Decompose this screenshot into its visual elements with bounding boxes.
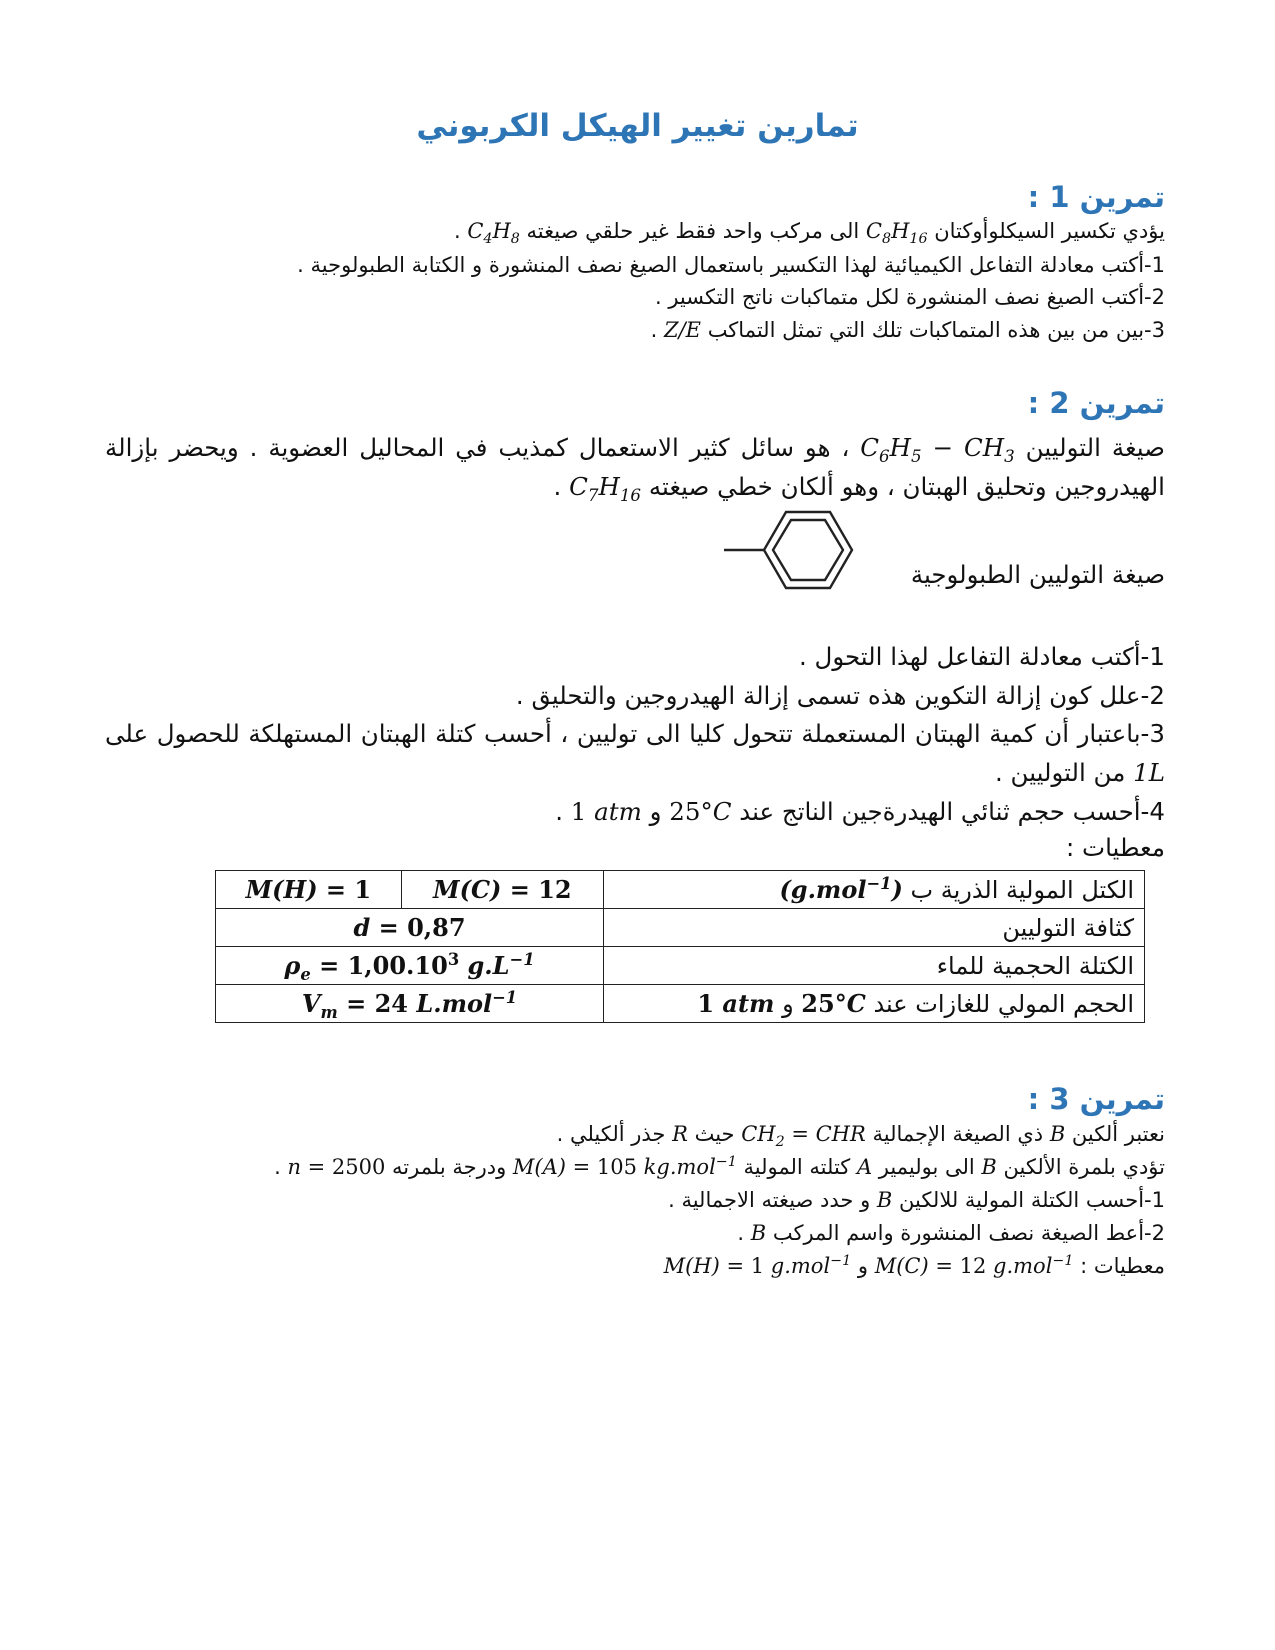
givens-table <box>215 870 1145 1023</box>
table-row <box>216 985 1145 1023</box>
formula-toluene: $C_6H_5 - CH_3$ <box>860 433 1015 466</box>
toluene-structure-label: صيغة التوليين الطبولوجية <box>910 560 1165 589</box>
exercise-1-question-2: 2-أكتب الصيغ نصف المنشورة لكل متماكبات ناتج التكسير . <box>654 285 1165 309</box>
exercise-2-heading: تمرين 2 : <box>1027 386 1165 420</box>
exercise-3-line-1: نعتبر ألكين B ذي الصيغة الإجمالية $CH_2$ = CHR حيث R جذر ألكيلي . <box>556 1122 1165 1151</box>
exercise-2-question-2: 2-علل كون إزالة التكوين هذه تسمى إزالة الهيدروجين والتحليق . <box>515 681 1165 710</box>
exercise-3-givens: معطيات : M(C) = 12 g.mol$^{-1}$ و M(H) = 1 g.mol$^{-1}$ <box>663 1253 1165 1278</box>
exercise-3-heading: تمرين 3 : <box>1027 1082 1165 1116</box>
exercise-1-question-1: 1-أكتب معادلة التفاعل الكيميائية لهذا التكسير باستعمال الصيغ نصف المنشورة و الكتابة الطبولوجية . <box>297 253 1165 277</box>
water-density-label: الكتلة الحجمية للماء <box>604 947 1145 985</box>
formula-heptane: $C_7H_{16}$ <box>569 472 642 505</box>
exercise-2-givens-label: معطيات : <box>1065 833 1165 862</box>
degree-of-polymerization: n = 2500 <box>287 1155 386 1179</box>
pressure-1atm: 1 atm <box>570 797 642 826</box>
molar-mass-h-given: M(H) = 1 g.mol$^{-1}$ <box>663 1253 852 1278</box>
molar-mass-polymer: M(A) = 105 kg.mol$^{-1}$ <box>512 1154 737 1179</box>
unit-g-mol: (g.mol$^{-1}$) <box>779 874 903 904</box>
formula-c4h8: $C_4H_8$ <box>467 219 520 248</box>
molar-mass-hydrogen: M(H) = 1 <box>216 871 402 909</box>
page-title: تمارين تغيير الهيكل الكربوني <box>416 108 859 144</box>
formula-ze: Z/E <box>664 318 702 342</box>
table-row <box>216 909 1145 947</box>
molar-mass-c-given: M(C) = 12 g.mol$^{-1}$ <box>874 1253 1074 1278</box>
toluene-density-value: d = 0,87 <box>216 909 604 947</box>
exercise-1-line-1: يؤدي تكسير السيكلوأوكتان $C_8H_{16}$ الى مركب واحد فقط غير حلقي صيغته $C_4H_8$ . <box>453 219 1165 248</box>
temperature-25c: 25°C <box>669 797 732 826</box>
exercise-1-heading: تمرين 1 : <box>1027 180 1165 214</box>
molar-mass-label: الكتل المولية الذرية ب (g.mol$^{-1}$) <box>604 871 1145 909</box>
exercise-2-question-4: 4-أحسب حجم ثنائي الهيدرةجين الناتج عند 25°C و 1 atm . <box>555 797 1165 826</box>
benzene-ring <box>764 512 852 588</box>
exercise-2-question-3: 3-باعتبار أن كمية الهبتان المستعملة تتحول كليا الى توليين ، أحسب كتلة الهبتان المستهلكة للحصول على 1L من التوليين . <box>105 719 1165 787</box>
molar-volume-value: $V_m = 24$ L.mol$^{-1}$ <box>216 985 604 1023</box>
toluene-density-label: كثافة التوليين <box>604 909 1145 947</box>
water-density-value: $\rho_e = 1,00.10^3$ $g.L^{-1}$ <box>216 947 604 985</box>
exercise-2-intro: صيغة التوليين $C_6H_5 - CH_3$ ، هو سائل كثير الاستعمال كمذيب في المحاليل العضوية . ويحضر بإزالة الهيدروجين وتحليق الهبتان ، وهو ألكان خطي صيغته $C_7H_{16}$ . <box>105 433 1165 505</box>
molar-mass-carbon: M(C) = 12 <box>401 871 603 909</box>
exercise-3-question-1: 1-أحسب الكتلة المولية للالكين B و حدد صيغته الاجمالية . <box>668 1188 1165 1212</box>
toluene-skeletal-structure <box>722 500 872 600</box>
table-row <box>216 947 1145 985</box>
formula-c8h16: $C_8H_{16}$ <box>865 219 928 248</box>
exercise-2-question-1: 1-أكتب معادلة التفاعل لهذا التحول . <box>798 642 1165 671</box>
volume-1l: 1L <box>1133 758 1165 787</box>
exercise-3-line-2: تؤدي بلمرة الألكين B الى بوليمير A كتلته المولية M(A) = 105 kg.mol$^{-1}$ ودرجة بلمرته n = 2500 . <box>274 1154 1165 1179</box>
table-row <box>216 871 1145 909</box>
exercise-3-question-2: 2-أعط الصيغة نصف المنشورة واسم المركب B . <box>737 1221 1165 1245</box>
exercise-1-question-3: 3-بين من بين هذه المتماكبات تلك التي تمثل التماكب Z/E . <box>650 318 1165 342</box>
formula-ch2-chr: $CH_2$ = CHR <box>741 1122 866 1151</box>
aromatic-inner-ring <box>773 520 843 580</box>
molar-volume-label: الحجم المولي للغازات عند 25°C و 1 atm <box>604 985 1145 1023</box>
